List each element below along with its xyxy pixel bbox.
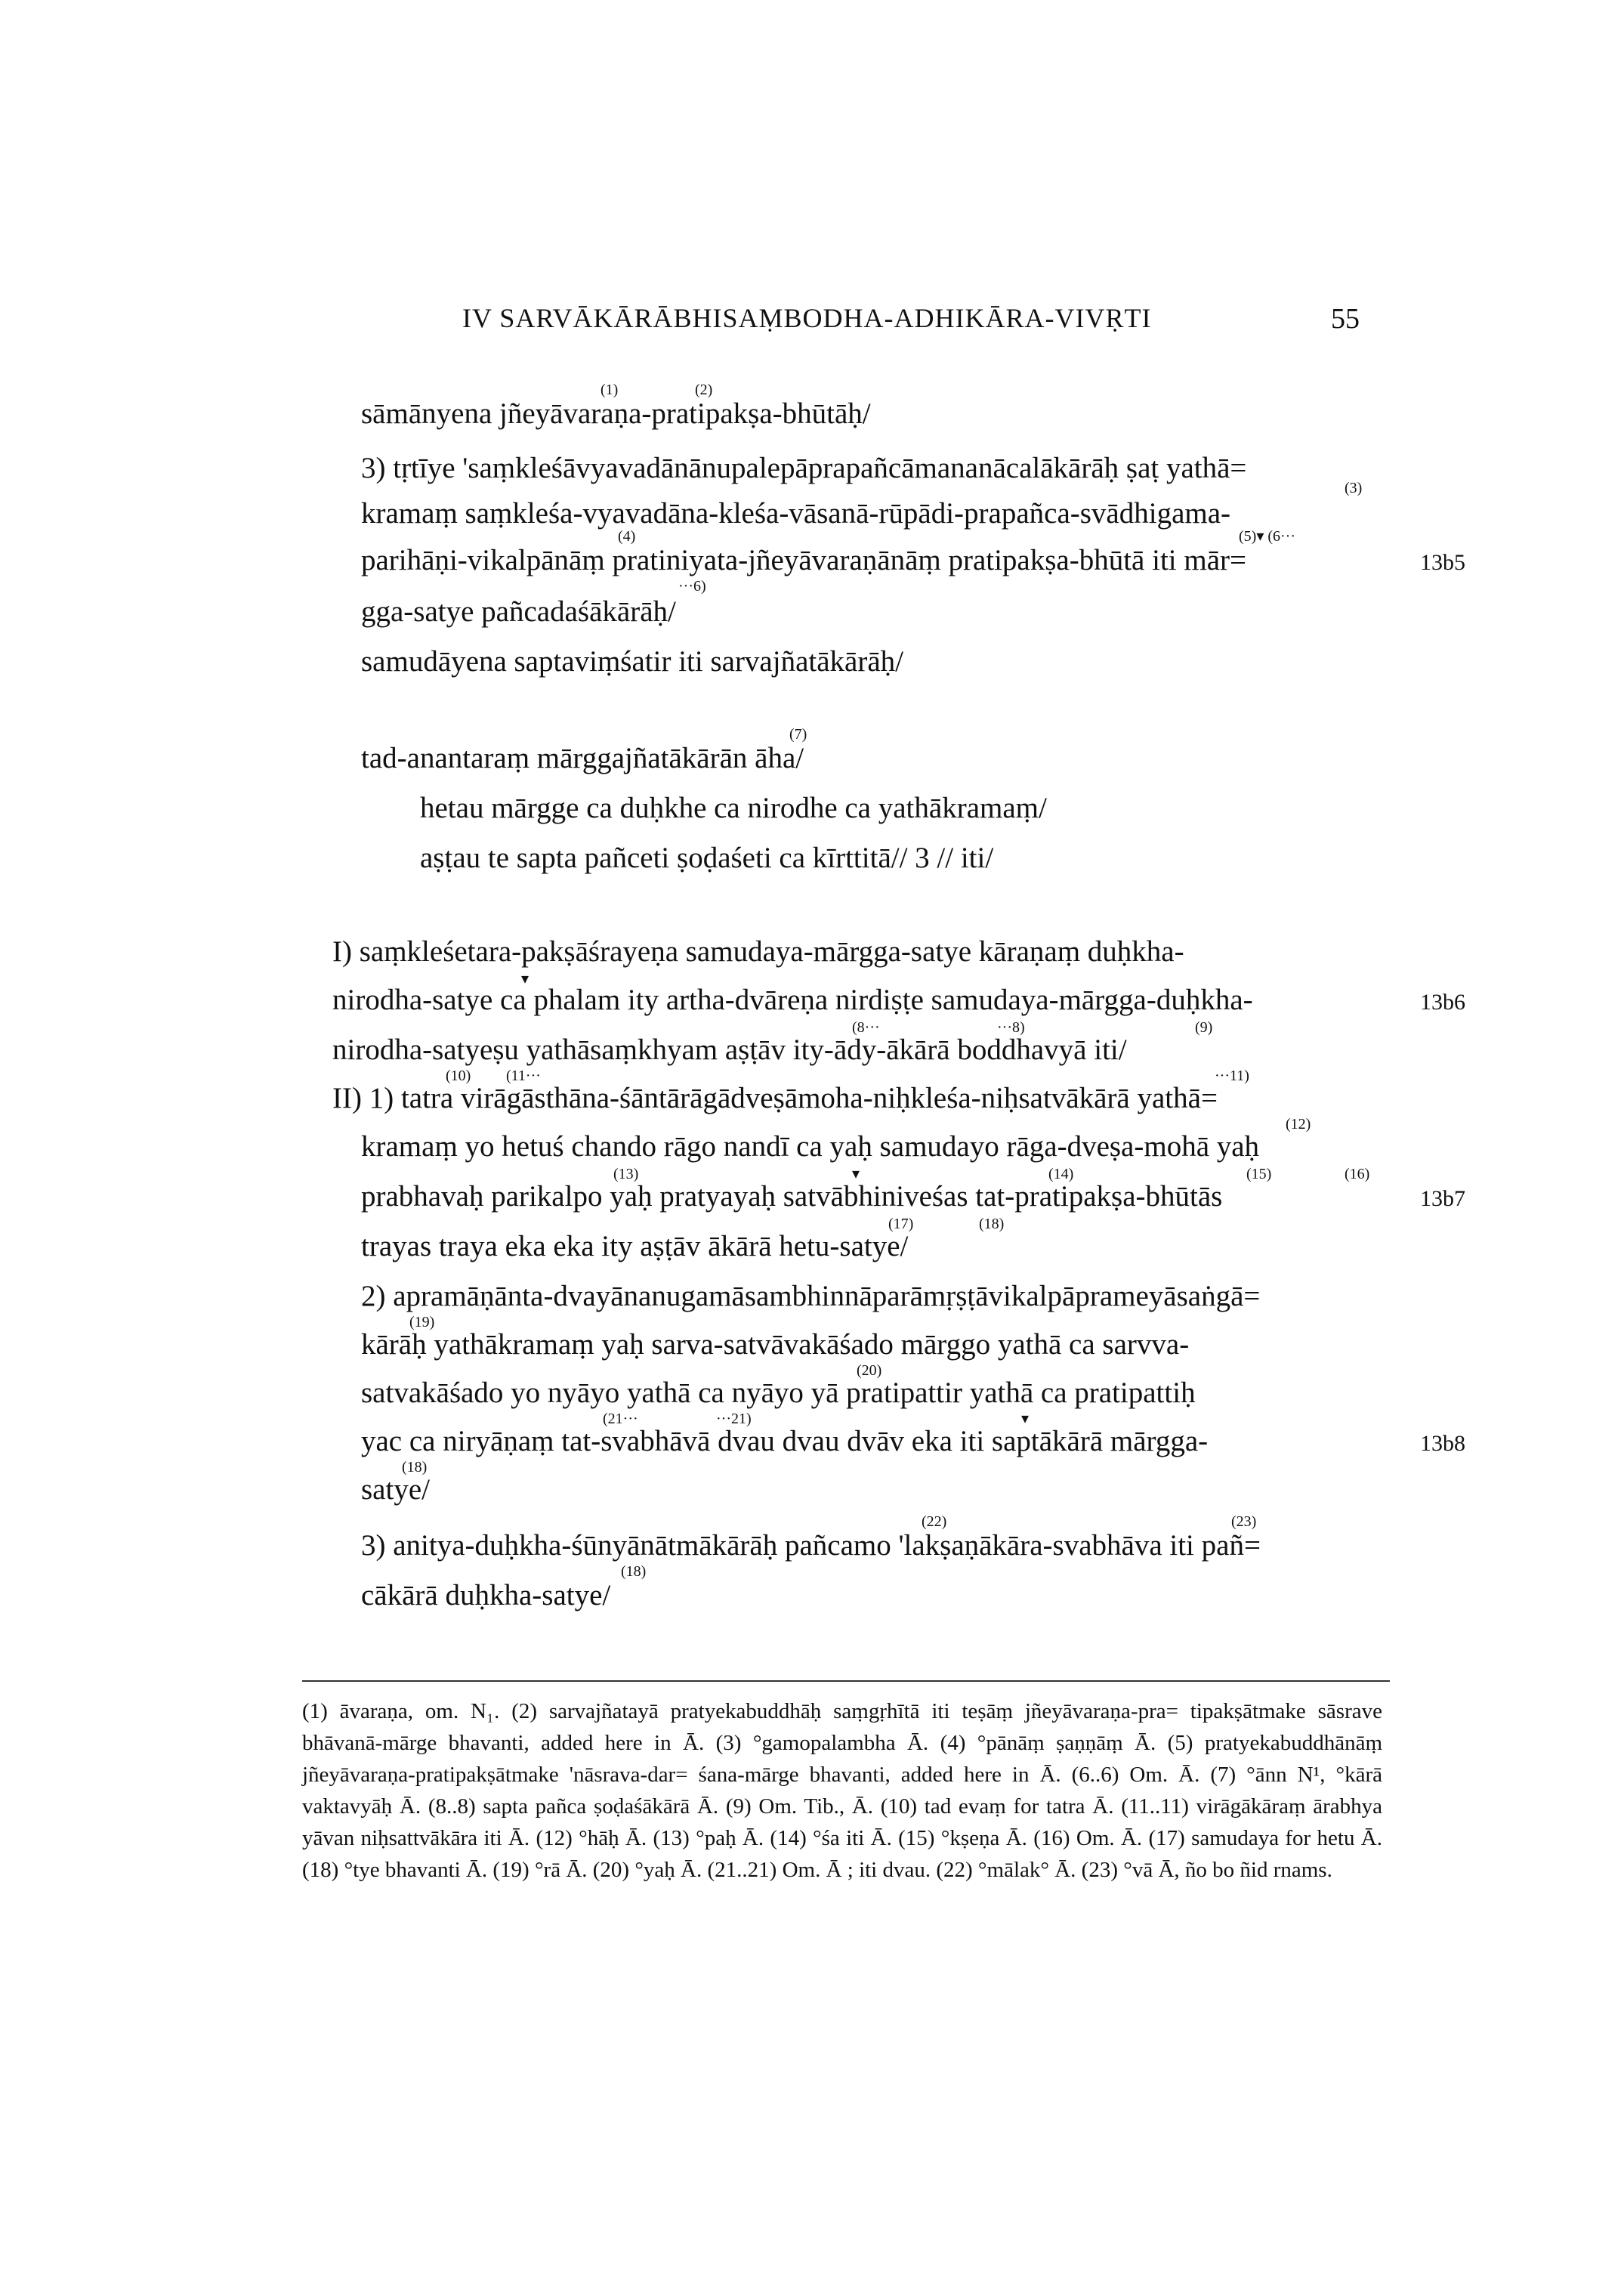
text-line: gga-satye pañcadaśākārāḥ/	[361, 595, 676, 628]
note-mark: (11···	[506, 1068, 541, 1084]
note-mark: (2)	[695, 382, 713, 398]
margin-ref: 13b7	[1420, 1186, 1465, 1211]
text-line: 3) tṛtīye 'saṃkleśāvyavadānānupalepāprapañcāmananācalākārāḥ ṣaṭ yathā=	[361, 452, 1247, 484]
text-line: kārāḥ yathākramaṃ yaḥ sarva-satvāvakāśado mārggo yathā ca sarvva-	[361, 1328, 1190, 1361]
note-mark: (18)	[979, 1216, 1005, 1232]
note-mark: (1)	[601, 382, 619, 398]
note-mark: (15)	[1246, 1166, 1272, 1182]
text-line: cākārā duḥkha-satye/	[361, 1579, 611, 1612]
text-line: kramaṃ yo hetuś chando rāgo nandī ca yaḥ samudayo rāga-dveṣa-mohā yaḥ	[361, 1130, 1260, 1163]
text-line: parihāṇi-vikalpānāṃ pratiniyata-jñeyāvaraṇānāṃ pratipakṣa-bhūtā iti mār=	[361, 544, 1246, 576]
footnote-rule	[302, 1680, 1390, 1682]
note-mark: (9)	[1195, 1019, 1213, 1036]
note-mark: ···11)	[1215, 1068, 1249, 1084]
note-mark: (20)	[857, 1362, 882, 1379]
note-mark: ···21)	[716, 1411, 752, 1427]
note-mark: (14)	[1048, 1166, 1074, 1182]
note-mark: ▾	[852, 1166, 860, 1182]
note-mark: (19)	[409, 1314, 435, 1330]
note-mark: ▾	[1021, 1411, 1030, 1427]
note-mark: (5)▾ (6···	[1239, 528, 1295, 545]
note-mark: (7)	[789, 726, 807, 743]
text-line: satye/	[361, 1473, 430, 1506]
note-mark: (23)	[1231, 1513, 1257, 1530]
text-line: prabhavaḥ parikalpo yaḥ pratyayaḥ satvābhiniveśas tat-pratipakṣa-bhūtās	[361, 1180, 1223, 1213]
text-line: satvakāśado yo nyāyo yathā ca nyāyo yā pratipattir yathā ca pratipattiḥ	[361, 1377, 1196, 1409]
text-line: kramaṃ saṃkleśa-vyavadāna-kleśa-vāsanā-rūpādi-prapañca-svādhigama-	[361, 497, 1231, 530]
note-mark: (3)	[1345, 480, 1363, 496]
note-mark: (17)	[888, 1216, 914, 1232]
margin-ref: 13b8	[1420, 1431, 1465, 1456]
text-line: trayas traya eka eka ity aṣṭāv ākārā hetu-satye/	[361, 1230, 909, 1262]
note-mark: (18)	[621, 1563, 647, 1580]
note-mark: (10)	[446, 1068, 471, 1084]
margin-ref: 13b6	[1420, 990, 1465, 1015]
note-mark: (13)	[613, 1166, 639, 1182]
text-line: 3) anitya-duḥkha-śūnyānātmākārāḥ pañcamo 'lakṣaṇākāra-svabhāva iti pañ=	[361, 1529, 1261, 1562]
margin-ref: 13b5	[1420, 550, 1465, 575]
text-line: II) 1) tatra virāgāsthāna-śāntārāgādveṣāmoha-niḥkleśa-niḥsatvākārā yathā=	[332, 1082, 1218, 1114]
text-line: nirodha-satyeṣu yathāsaṃkhyam aṣṭāv ity-ādy-ākārā boddhavyā iti/	[332, 1034, 1127, 1066]
note-mark: (21···	[603, 1411, 638, 1427]
note-mark: (4)	[618, 528, 636, 545]
text-line: I) saṃkleśetara-pakṣāśrayeṇa samudaya-mārgga-satye kāraṇaṃ duḥkha-	[332, 935, 1184, 968]
text-line: 2) apramāṇānta-dvayānanugamāsambhinnāparāmṛṣṭāvikalpāprameyāsaṅgā=	[361, 1280, 1261, 1312]
text-line: yac ca niryāṇaṃ tat-svabhāvā dvau dvau dvāv eka iti saptākārā mārgga-	[361, 1425, 1209, 1457]
verse-line: hetau mārgge ca duḥkhe ca nirodhe ca yathākramaṃ/	[420, 792, 1047, 824]
text-line: nirodha-satye ca phalam ity artha-dvāreṇa nirdiṣṭe samudaya-mārgga-duḥkha-	[332, 984, 1253, 1016]
note-mark: ···8)	[997, 1019, 1025, 1036]
note-mark: ···6)	[678, 578, 706, 595]
note-mark: (12)	[1286, 1116, 1311, 1133]
text-line: samudāyena saptaviṃśatir iti sarvajñatākārāḥ/	[361, 645, 903, 678]
page-number: 55	[1331, 303, 1360, 335]
note-mark: (8···	[852, 1019, 880, 1036]
footnotes: (1) āvaraṇa, om. N₁. (2) sarvajñatayā pratyekabuddhāḥ saṃgṛhītā iti teṣāṃ jñeyāvaraṇa-pra= tipakṣātmake sāsrave bhāvanā-mārge bhavanti, added here in Ā. (3) °gamopalambha Ā. (4) °pānāṃ ṣaṇṇāṃ Ā. (5) pratyekabuddhānāṃ jñeyāvaraṇa-pratipakṣātmake 'nāsrava-dar= śana-mārge bhavanti, added here in Ā. (6..6) Om. Ā. (7) °ānn N¹, °kārā vaktavyāḥ Ā. (8..8) sapta pañca ṣoḍaśākārā Ā. (9) Om. Tib., Ā. (10) tad evaṃ for tatra Ā. (11..11) virāgākāraṃ ārabhya yāvan niḥsattvākāra iti Ā. (12) °hāḥ Ā. (13) °paḥ Ā. (14) °śa iti Ā. (15) °kṣeṇa Ā. (16) Om. Ā. (17) samudaya for hetu Ā. (18) °tye bhavanti Ā. (19) °rā Ā. (20) °yaḥ Ā. (21..21) Om. Ā ; iti dvau. (22) °mālak° Ā. (23) °vā Ā, ño bo ñid rnams.	[302, 1699, 1382, 1882]
note-mark: ▾	[521, 971, 529, 987]
note-mark: (16)	[1345, 1166, 1370, 1182]
text-line: tad-anantaraṃ mārggajñatākārān āha/	[361, 742, 804, 774]
note-mark: (22)	[922, 1513, 947, 1530]
running-head: IV SARVĀKĀRĀBHISAṂBODHA-ADHIKĀRA-VIVṚTI	[462, 303, 1152, 333]
verse-line: aṣṭau te sapta pañceti ṣoḍaśeti ca kīrttitā// 3 // iti/	[420, 842, 994, 874]
text-line: sāmānyena jñeyāvaraṇa-pratipakṣa-bhūtāḥ/	[361, 397, 871, 430]
note-mark: (18)	[402, 1459, 428, 1476]
